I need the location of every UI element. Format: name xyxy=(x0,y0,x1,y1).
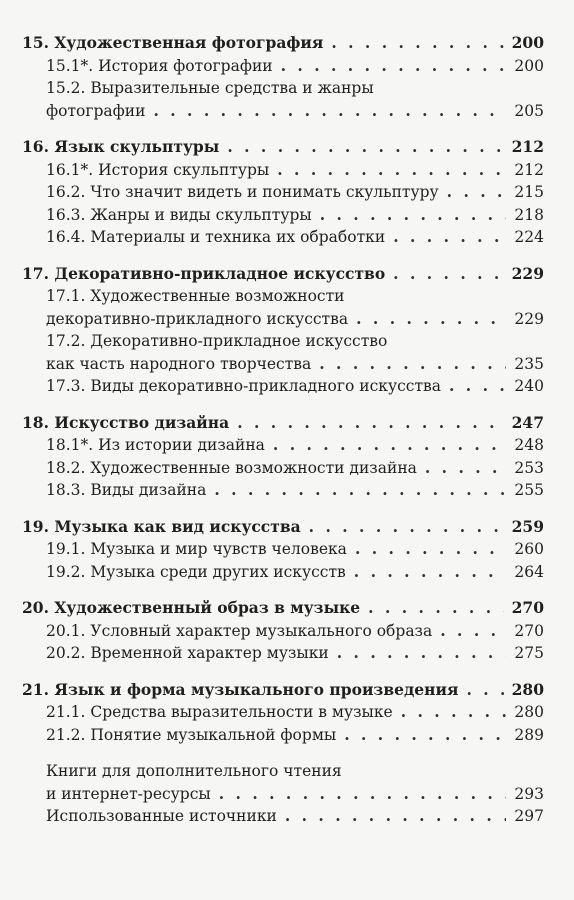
toc-entry[interactable] xyxy=(22,100,544,123)
dot-leader xyxy=(393,226,506,249)
toc-entry[interactable] xyxy=(22,642,544,665)
entry-title: 17.3. Виды декоративно-прикладного искусства xyxy=(46,377,441,395)
toc-entry[interactable] xyxy=(22,434,544,457)
toc-entry[interactable] xyxy=(22,724,544,747)
entry-title: декоративно-прикладного искусства xyxy=(46,309,349,328)
entry-title: 18.1*. Из истории дизайна xyxy=(46,436,265,454)
page-number: 248 xyxy=(514,436,544,454)
dot-leader xyxy=(237,412,503,435)
entry-title: Использованные источники xyxy=(46,807,277,825)
page-number: 289 xyxy=(514,725,544,744)
dot-leader xyxy=(153,100,506,123)
toc-chapter xyxy=(22,760,544,828)
toc-chapter xyxy=(22,412,544,502)
page-number: 240 xyxy=(514,377,544,395)
entry-title: 21.2. Понятие музыкальной формы xyxy=(46,725,337,744)
toc-entry[interactable] xyxy=(22,55,544,78)
dot-leader xyxy=(337,642,506,665)
entry-title: 16.2. Что значит видеть и понимать скульптуру xyxy=(46,183,439,201)
toc-entry[interactable] xyxy=(22,226,544,249)
page-number: 270 xyxy=(511,598,544,617)
dot-leader xyxy=(277,159,506,182)
entry-title: фотографии xyxy=(46,101,146,120)
dot-leader xyxy=(320,204,506,227)
dot-leader xyxy=(368,597,503,620)
toc-entry[interactable] xyxy=(22,538,544,561)
chapter-heading[interactable] xyxy=(22,263,544,286)
chapter-heading[interactable] xyxy=(22,32,544,55)
entry-title: и интернет-ресурсы xyxy=(46,784,211,803)
toc-entry-first-line: 17.2. Декоративно-прикладное искусство xyxy=(46,332,388,350)
chapter-title: 19. Музыка как вид искусства xyxy=(22,516,301,536)
page-number: 224 xyxy=(514,228,544,246)
dot-leader xyxy=(354,561,506,584)
dot-leader xyxy=(309,516,504,539)
entry-title: как часть народного творчества xyxy=(46,354,312,373)
toc-entry[interactable] xyxy=(22,701,544,724)
dot-leader xyxy=(355,538,506,561)
toc-chapter xyxy=(22,32,544,122)
toc-chapter xyxy=(22,516,544,584)
page-number: 218 xyxy=(514,205,544,224)
toc-entry-first-line: 17.1. Художественные возможности xyxy=(46,287,345,305)
table-of-contents xyxy=(22,32,544,842)
toc-entry[interactable] xyxy=(22,308,544,331)
page-number: 259 xyxy=(511,516,544,536)
chapter-heading[interactable] xyxy=(22,412,544,435)
chapter-title: 15. Художественная фотография xyxy=(22,33,324,52)
dot-leader xyxy=(219,783,506,806)
page-number: 264 xyxy=(514,562,544,581)
toc-entry[interactable] xyxy=(22,479,544,502)
dot-leader xyxy=(214,479,506,502)
toc-entry[interactable] xyxy=(22,159,544,182)
dot-leader xyxy=(227,136,503,159)
entry-title: 18.3. Виды дизайна xyxy=(46,481,207,499)
chapter-heading[interactable] xyxy=(22,679,544,702)
page-number: 280 xyxy=(511,679,544,699)
dot-leader xyxy=(401,701,506,724)
toc-entry[interactable] xyxy=(22,783,544,806)
dot-leader xyxy=(319,353,506,376)
page-number: 297 xyxy=(514,807,544,825)
entry-title: 16.1*. История скульптуры xyxy=(46,160,270,179)
chapter-heading[interactable] xyxy=(22,136,544,159)
page-number: 260 xyxy=(514,540,544,558)
chapter-heading[interactable] xyxy=(22,516,544,539)
page-number: 270 xyxy=(514,621,544,640)
dot-leader xyxy=(440,620,506,643)
dot-leader xyxy=(425,457,506,480)
entry-title: 19.1. Музыка и мир чувств человека xyxy=(46,540,347,558)
dot-leader xyxy=(393,263,503,286)
dot-leader xyxy=(344,724,506,747)
entry-title: 20.2. Временной характер музыки xyxy=(46,644,329,662)
dot-leader xyxy=(281,55,506,78)
toc-entry[interactable] xyxy=(22,620,544,643)
chapter-title: 16. Язык скульптуры xyxy=(22,137,220,156)
dot-leader xyxy=(449,375,506,398)
toc-entry[interactable] xyxy=(22,457,544,480)
chapter-heading[interactable] xyxy=(22,597,544,620)
dot-leader xyxy=(273,434,506,457)
page-number: 200 xyxy=(511,33,544,52)
page-number: 200 xyxy=(514,56,544,75)
toc-entry[interactable] xyxy=(22,204,544,227)
page-number: 253 xyxy=(514,458,544,477)
chapter-title: 18. Искусство дизайна xyxy=(22,412,230,432)
toc-entry-first-line: Книги для дополнительного чтения xyxy=(46,762,342,780)
page-number: 229 xyxy=(514,309,544,328)
entry-title: 21.1. Средства выразительности в музыке xyxy=(46,703,393,721)
toc-entry[interactable] xyxy=(22,561,544,584)
entry-title: 18.2. Художественные возможности дизайна xyxy=(46,458,417,477)
entry-title: 16.4. Материалы и техника их обработки xyxy=(46,228,386,246)
page-number: 212 xyxy=(511,137,544,156)
toc-entry[interactable] xyxy=(22,181,544,204)
page-number: 255 xyxy=(514,481,544,499)
entry-title: 16.3. Жанры и виды скульптуры xyxy=(46,205,312,224)
entry-title: 19.2. Музыка среди других искусств xyxy=(46,562,346,581)
chapter-title: 21. Язык и форма музыкального произведения xyxy=(22,679,459,699)
dot-leader xyxy=(331,32,503,55)
toc-entry[interactable] xyxy=(22,353,544,376)
entry-title: 20.1. Условный характер музыкального образа xyxy=(46,621,433,640)
page-number: 215 xyxy=(514,183,544,201)
entry-title: 15.1*. История фотографии xyxy=(46,56,273,75)
page-number: 275 xyxy=(514,644,544,662)
toc-chapter xyxy=(22,679,544,747)
page-number: 229 xyxy=(511,263,544,283)
chapter-title: 17. Декоративно-прикладное искусство xyxy=(22,263,386,283)
toc-entry-first-line: 15.2. Выразительные средства и жанры xyxy=(46,79,374,97)
dot-leader xyxy=(447,181,506,204)
page-number: 280 xyxy=(514,703,544,721)
toc-chapter xyxy=(22,597,544,665)
dot-leader xyxy=(285,805,506,828)
dot-leader xyxy=(466,679,503,702)
page-number: 235 xyxy=(514,354,544,373)
dot-leader xyxy=(356,308,506,331)
toc-entry[interactable] xyxy=(22,375,544,398)
page-number: 293 xyxy=(514,784,544,803)
page-number: 205 xyxy=(514,101,544,120)
toc-chapter xyxy=(22,136,544,249)
chapter-title: 20. Художественный образ в музыке xyxy=(22,598,361,617)
page-number: 247 xyxy=(511,412,544,432)
page-number: 212 xyxy=(514,160,544,179)
toc-entry[interactable] xyxy=(22,805,544,828)
toc-chapter xyxy=(22,263,544,398)
